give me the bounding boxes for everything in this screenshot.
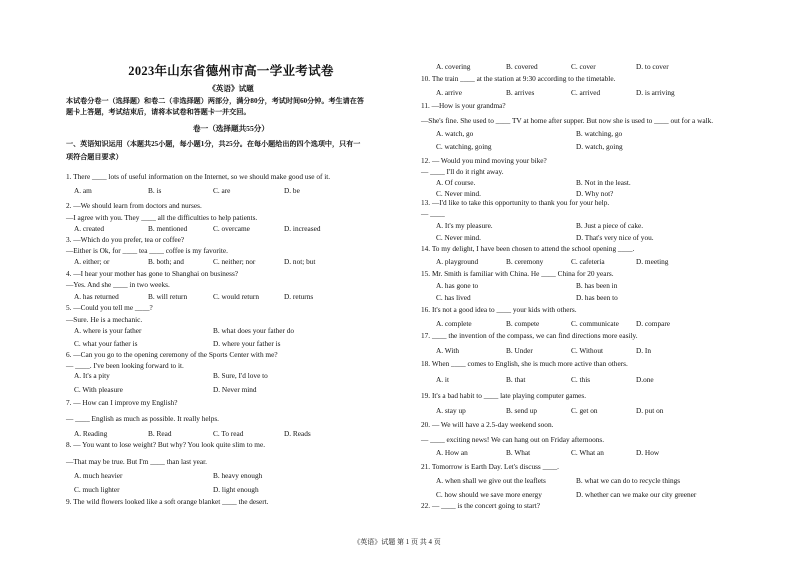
right-q12-option-c: C. What an <box>571 448 604 457</box>
right-q6-option-c: C. cafeteria <box>571 257 605 266</box>
right-q9-option-a: A. With <box>436 346 460 355</box>
left-q4-option-c: C. would return <box>213 292 260 301</box>
right-q5-option-a: A. It's my pleasure. <box>436 221 493 230</box>
intro-line-2: 题卡上答题，考试结束后，请将本试卷和答题卡一并交回。 <box>66 108 251 116</box>
left-q7-option-c: C. To read <box>213 429 244 438</box>
right-q8-option-d: D. compare <box>636 319 671 328</box>
right-q9-option-c: C. Without <box>571 346 604 355</box>
left-q2-line-1: 2. —We should learn from doctors and nurses. <box>66 201 202 210</box>
left-q2-line-2: —I agree with you. They ____ all the difficulties to help patients. <box>66 213 258 222</box>
left-q3-option-c: C. neither; nor <box>213 257 256 266</box>
left-q7-option-b: B. Read <box>148 429 172 438</box>
right-q4-option-d: D. Why not? <box>576 189 614 198</box>
right-q3-option-a: A. watch, go <box>436 129 474 138</box>
right-q1-option-b: B. covered <box>506 62 538 71</box>
page-footer: 《英语》试题 第 1 页 共 4 页 <box>353 538 441 546</box>
right-q7-option-d: D. has been to <box>576 293 618 302</box>
right-q9-line-1: 17. ____ the invention of the compass, we can find directions more easily. <box>421 331 638 340</box>
right-q5-option-c: C. Never mind. <box>436 233 481 242</box>
right-q8-option-c: C. communicate <box>571 319 619 328</box>
right-q2-option-a: A. arrive <box>436 88 462 97</box>
left-q7-line-2: — ____ English as much as possible. It really helps. <box>66 414 220 423</box>
left-q6-option-b: B. Sure, I'd love to <box>213 371 268 380</box>
right-q11-line-1: 19. It's a bad habit to ____ late playing computer games. <box>421 391 587 400</box>
left-q5-option-d: D. where your father is <box>213 339 281 348</box>
right-q1-option-d: D. to cover <box>636 62 669 71</box>
left-q9-line-1: 9. The wild flowers looked like a soft orange blanket ____ the desert. <box>66 497 269 506</box>
left-q3-line-1: 3. —Which do you prefer, tea or coffee? <box>66 235 185 244</box>
right-q1-option-c: C. cover <box>571 62 596 71</box>
right-q8-option-b: B. compete <box>506 319 540 328</box>
right-q2-option-c: C. arrived <box>571 88 601 97</box>
subject-heading: 《英语》试题 <box>208 84 254 93</box>
right-q3-option-c: C. watching, going <box>436 142 492 151</box>
left-q2-option-b: B. mentioned <box>148 224 188 233</box>
right-q5-option-d: D. That's very nice of you. <box>576 233 654 242</box>
left-q5-line-2: —Sure. He is a mechanic. <box>66 315 143 324</box>
left-q3-option-b: B. both; and <box>148 257 184 266</box>
right-q11-option-d: D. put on <box>636 406 664 415</box>
left-q4-line-1: 4. —I hear your mother has gone to Shanghai on business? <box>66 269 239 278</box>
left-q7-option-a: A. Reading <box>74 429 108 438</box>
right-q6-option-a: A. playground <box>436 257 479 266</box>
left-q8-line-1: 8. — You want to lose weight? But why? You look quite slim to me. <box>66 440 266 449</box>
right-q4-option-a: A. Of course. <box>436 178 476 187</box>
right-q13-option-a: A. when shall we give out the leaflets <box>436 476 546 485</box>
right-q4-option-b: B. Not in the least. <box>576 178 631 187</box>
left-q7-option-d: D. Reads <box>284 429 311 438</box>
right-q1-option-a: A. covering <box>436 62 471 71</box>
right-q6-line-1: 14. To my delight, I have been chosen to attend the school opening ____. <box>421 244 635 253</box>
right-q8-line-1: 16. It's not a good idea to ____ your kids with others. <box>421 305 577 314</box>
left-q3-line-2: —Either is Ok, for ____ tea ____ coffee is my favorite. <box>66 246 228 255</box>
left-q6-option-a: A. It's a pity <box>74 371 110 380</box>
right-q13-line-1: 21. Tomorrow is Earth Day. Let's discuss ____. <box>421 462 560 471</box>
left-q2-option-d: D. increased <box>284 224 321 233</box>
left-q8-option-d: D. light enough <box>213 485 259 494</box>
right-q11-option-c: C. get on <box>571 406 598 415</box>
right-q6-option-d: D. meeting <box>636 257 669 266</box>
left-q6-line-2: — ____. I've been looking forward to it. <box>66 361 184 370</box>
left-q5-option-a: A. where is your father <box>74 326 142 335</box>
right-q12-line-2: — ____ exciting news! We can hang out on Friday afternoons. <box>421 435 605 444</box>
right-q5-option-b: B. Just a piece of cake. <box>576 221 644 230</box>
section-instruction-1: 一、英语知识运用（本题共25小题，每小题1分，共25分。在每小题给出的四个选项中，只有一 <box>66 140 361 148</box>
right-q4-line-2: — ____ I'll do it right away. <box>421 167 504 176</box>
left-q5-option-c: C. what your father is <box>74 339 138 348</box>
right-q6-option-b: B. ceremony <box>506 257 544 266</box>
right-q3-line-2: —She's fine. She used to ____ TV at home after supper. But now she is used to ____ out for a walk. <box>421 116 714 125</box>
right-q10-option-a: A. it <box>436 375 449 384</box>
right-q3-option-d: D. watch, going <box>576 142 623 151</box>
left-q4-option-d: D. returns <box>284 292 314 301</box>
right-q10-line-1: 18. When ____ comes to English, she is much more active than others. <box>421 359 628 368</box>
right-q4-option-c: C. Never mind. <box>436 189 481 198</box>
right-q12-option-d: D. How <box>636 448 660 457</box>
part-title: 卷一（选择题共55分） <box>193 124 269 133</box>
right-q5-line-2: — ____ <box>421 209 445 218</box>
intro-line-1: 本试卷分卷一（选择题）和卷二（非选择题）两部分，满分80分，考试时间60分钟。考生请在答 <box>66 97 364 105</box>
right-q11-option-a: A. stay up <box>436 406 466 415</box>
left-q1-option-a: A. am <box>74 186 92 195</box>
right-q8-option-a: A. complete <box>436 319 472 328</box>
left-q1-option-d: D. be <box>284 186 300 195</box>
left-q8-option-c: C. much lighter <box>74 485 120 494</box>
left-q4-option-b: B. will return <box>148 292 188 301</box>
right-q10-option-b: B. that <box>506 375 526 384</box>
right-q2-option-d: D. is arriving <box>636 88 675 97</box>
right-q3-line-1: 11. —How is your grandma? <box>421 101 506 110</box>
left-q3-option-d: D. not; but <box>284 257 316 266</box>
right-q10-option-d: D.one <box>636 375 654 384</box>
left-q7-line-1: 7. — How can I improve my English? <box>66 398 178 407</box>
right-q14-line-1: 22. — ____ is the concert going to start? <box>421 501 540 510</box>
right-q13-option-c: C. how should we save more energy <box>436 490 542 499</box>
left-q6-option-d: D. Never mind <box>213 385 257 394</box>
right-q11-option-b: B. send up <box>506 406 538 415</box>
right-q9-option-b: B. Under <box>506 346 533 355</box>
right-q13-option-d: D. whether can we make our city greener <box>576 490 697 499</box>
right-q12-option-a: A. How an <box>436 448 468 457</box>
right-q5-line-1: 13. —I'd like to take this opportunity to thank you for your help. <box>421 198 610 207</box>
right-q13-option-b: B. what we can do to recycle things <box>576 476 681 485</box>
left-q3-option-a: A. either; or <box>74 257 110 266</box>
left-q1-option-b: B. is <box>148 186 162 195</box>
left-q5-line-1: 5. —Could you tell me ____? <box>66 303 153 312</box>
section-instruction-2: 项符合题目要求） <box>66 153 123 161</box>
left-q8-option-a: A. much heavier <box>74 471 123 480</box>
left-q1-line-1: 1. There ____ lots of useful information on the Internet, so we should make good use of it. <box>66 172 331 181</box>
right-q4-line-1: 12. — Would you mind moving your bike? <box>421 156 547 165</box>
left-q1-option-c: C. are <box>213 186 231 195</box>
right-q3-option-b: B. watching, go <box>576 129 623 138</box>
right-q7-option-a: A. has gone to <box>436 281 479 290</box>
left-q5-option-b: B. what does your father do <box>213 326 295 335</box>
left-q8-option-b: B. heavy enough <box>213 471 263 480</box>
left-q6-line-1: 6. —Can you go to the opening ceremony of the Sports Center with me? <box>66 350 278 359</box>
right-q7-option-b: B. has been in <box>576 281 618 290</box>
left-q4-line-2: —Yes. And she ____ in two weeks. <box>66 280 170 289</box>
left-q2-option-c: C. overcame <box>213 224 250 233</box>
right-q9-option-d: D. In <box>636 346 651 355</box>
left-q8-line-2: —That may be true. But I'm ____ than last year. <box>66 457 207 466</box>
right-q2-line-1: 10. The train ____ at the station at 9:30 according to the timetable. <box>421 74 616 83</box>
right-q12-option-b: B. What <box>506 448 531 457</box>
right-q12-line-1: 20. — We will have a 2.5-day weekend soon. <box>421 420 554 429</box>
right-q10-option-c: C. this <box>571 375 591 384</box>
exam-title: 2023年山东省德州市高一学业考试卷 <box>128 64 334 78</box>
right-q7-option-c: C. has lived <box>436 293 471 302</box>
left-q4-option-a: A. has returned <box>74 292 119 301</box>
right-q7-line-1: 15. Mr. Smith is familiar with China. He ____ China for 20 years. <box>421 269 614 278</box>
left-q6-option-c: C. With pleasure <box>74 385 123 394</box>
left-q2-option-a: A. created <box>74 224 104 233</box>
right-q2-option-b: B. arrives <box>506 88 535 97</box>
